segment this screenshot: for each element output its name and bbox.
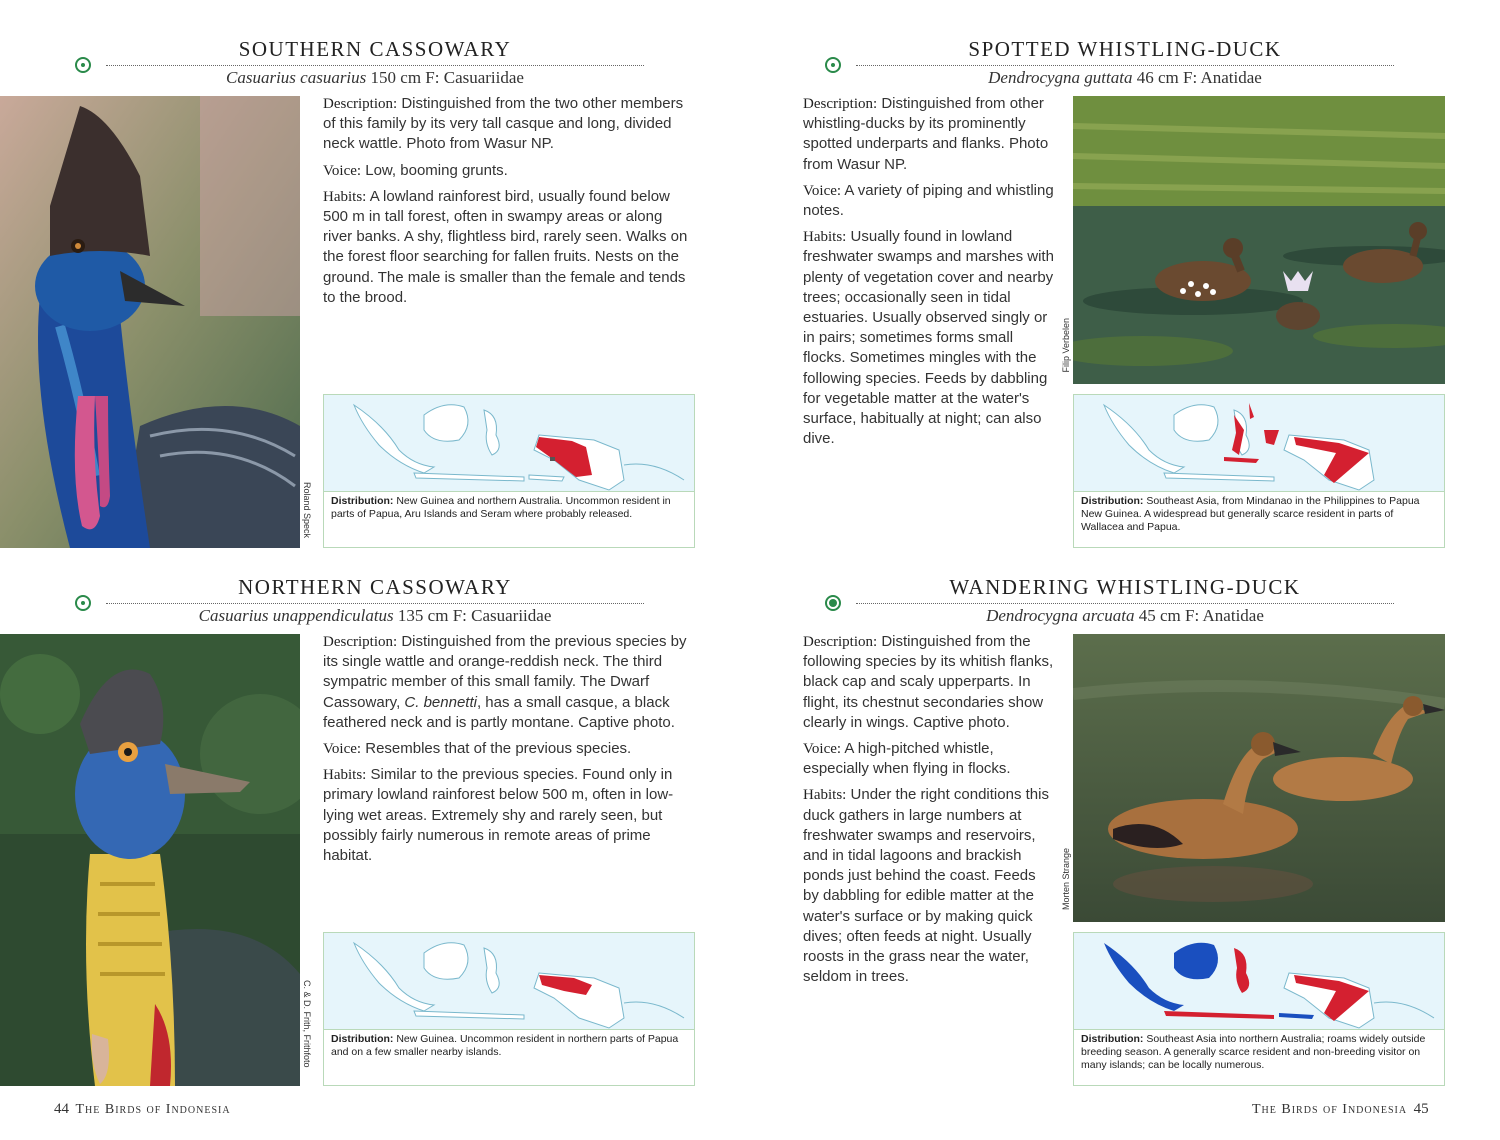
habits-text: A lowland rainforest bird, usually found below 500 m in tall forest, often in swampy areas or along river banks. A shy, flightless bird, rarely seen. Walks on the forest floor searching for fallen fruits. Nests on the ground. The male is smaller than the female and tends to the brood. — [323, 187, 688, 306]
photo-credit: Roland Speck — [302, 482, 312, 539]
bullet-circle-icon — [825, 57, 841, 73]
photo-credit: C. & D. Frith, Frithfoto — [302, 980, 312, 1068]
species-name: SPOTTED WHISTLING-DUCK — [968, 37, 1282, 61]
distribution-label: Distribution: — [331, 495, 394, 507]
header-rule — [856, 65, 1394, 66]
description-text-a: Distinguished from the previous species by its single wattle and orange-reddish neck. The third sympatric member of this small family. The Dwarf Cassowary, — [323, 633, 687, 711]
description-text-b: , has a small casque, a black feathered neck and is partly montane. Captive photo. — [323, 693, 675, 731]
voice-text: A high-pitched whistle, especially when flying in flocks. — [803, 740, 1011, 778]
species-subtitle — [106, 606, 644, 626]
description-label: Description: — [803, 634, 878, 650]
habits-text: Usually found in lowland freshwater swamps and marshes with plenty of vegetation cover and nearby trees; occasionally seen in tidal estuaries. Usually observed singly or in pairs; sometimes forms small flocks. Sometimes mingles with the following species. Feeds by dabbling for vegetable matter at the water's surface, habitually at night; can also dive. — [803, 228, 1054, 448]
photo-credit: Filip Verbelen — [1061, 318, 1071, 373]
species-photo — [0, 634, 300, 1086]
species-text — [323, 94, 695, 314]
size-family: 45 cm F: Anatidae — [1138, 606, 1264, 625]
scientific-name: Casuarius unappendiculatus — [198, 606, 394, 625]
description — [803, 94, 1055, 175]
species-subtitle — [856, 68, 1394, 88]
distribution-map — [1074, 395, 1444, 492]
book-title: The Birds of Indonesia — [1252, 1102, 1408, 1117]
description-text-italic: C. bennetti — [404, 693, 477, 711]
habits-label: Habits: — [323, 767, 367, 784]
page-footer — [1252, 1101, 1429, 1118]
species-name: SOUTHERN CASSOWARY — [238, 37, 512, 61]
distribution-map — [324, 933, 694, 1030]
scientific-name: Dendrocygna guttata — [988, 68, 1133, 87]
habits-label: Habits: — [803, 229, 847, 246]
description-text: Distinguished from the two other members of this family by its very tall casque and long, divided neck wattle. Photo from Wasur NP. — [323, 95, 684, 153]
description — [323, 632, 695, 733]
page-number: 45 — [1413, 1101, 1429, 1117]
distribution-label: Distribution: — [1081, 495, 1144, 507]
description-label: Description: — [803, 96, 878, 112]
page-number: 44 — [54, 1101, 69, 1117]
species-subtitle — [106, 68, 644, 88]
habits-text: Similar to the previous species. Found only in primary lowland rainforest below 500 m, often in low-lying wet areas. Extremely shy and rarely seen, but possibly fairly numerous in remote areas of prime habitat. — [323, 766, 674, 865]
photo-credit: Morten Strange — [1061, 848, 1071, 911]
bullet-circle-icon — [75, 595, 91, 611]
voice-text: Low, booming grunts. — [365, 161, 508, 179]
voice — [323, 739, 695, 759]
size-family: 135 cm F: Casuariidae — [397, 606, 552, 625]
size-family: 46 cm F: Anatidae — [1136, 68, 1262, 87]
habits-label: Habits: — [803, 787, 847, 804]
species-photo — [0, 96, 300, 548]
species-name: NORTHERN CASSOWARY — [238, 575, 512, 599]
habits-label: Habits: — [323, 188, 367, 205]
distribution-value: Southeast Asia into northern Australia; roams widely outside breeding season. A generally scarce resident and non-breeding visitor on many islands; can be locally numerous. — [1081, 1033, 1426, 1071]
species-entry-spotted-whistling-duck — [750, 34, 1500, 554]
voice — [323, 161, 695, 181]
page-footer — [54, 1101, 231, 1118]
voice-label: Voice: — [323, 162, 362, 179]
habits — [803, 785, 1055, 987]
description — [803, 632, 1055, 733]
habits — [803, 227, 1055, 449]
distribution-text — [1081, 495, 1437, 534]
voice — [803, 739, 1055, 779]
voice-text: A variety of piping and whistling notes. — [803, 181, 1054, 220]
habits — [323, 765, 695, 866]
species-text — [803, 632, 1055, 993]
distribution-box — [1073, 394, 1445, 548]
distribution-box — [323, 394, 695, 548]
species-entry-wandering-whistling-duck — [750, 572, 1500, 1092]
distribution-map — [1074, 933, 1444, 1030]
description-text: Distinguished from other whistling-ducks by its prominently spotted underparts and flanks. Photo from Wasur NP. — [803, 95, 1049, 173]
description-label: Description: — [323, 634, 398, 650]
distribution-label: Distribution: — [1081, 1033, 1144, 1045]
distribution-box — [1073, 932, 1445, 1086]
distribution-map — [324, 395, 694, 492]
habits-text: Under the right conditions this duck gathers in large numbers at freshwater swamps and reservoirs, and in tidal lagoons and brackish ponds just behind the coast. Feeds by dabbling for edible matter at the water's surface or by making quick dives; often feeds at night. Usually roosts in the grass near the water, seldom in trees. — [803, 786, 1049, 986]
header-rule — [106, 65, 644, 66]
species-text — [803, 94, 1055, 455]
voice-label: Voice: — [803, 182, 842, 199]
distribution-value: Southeast Asia, from Mindanao in the Philippines to Papua New Guinea. A widespread but generally scarce resident in parts of Wallacea and Papua. — [1081, 495, 1420, 533]
header-rule — [106, 603, 644, 604]
header-rule — [856, 603, 1394, 604]
distribution-value: New Guinea. Uncommon resident in northern parts of Papua and on a few smaller nearby islands. — [331, 1033, 679, 1058]
species-photo — [1073, 96, 1445, 384]
species-photo — [1073, 634, 1445, 922]
voice-label: Voice: — [803, 741, 842, 758]
description — [323, 94, 695, 155]
right-page — [750, 0, 1500, 1140]
voice-label: Voice: — [323, 741, 362, 758]
scientific-name: Dendrocygna arcuata — [986, 606, 1135, 625]
distribution-value: New Guinea and northern Australia. Uncommon resident in parts of Papua, Aru Islands and Seram where probably released. — [331, 495, 671, 520]
species-subtitle — [856, 606, 1394, 626]
description-label: Description: — [323, 96, 398, 112]
voice — [803, 181, 1055, 221]
description-text: Distinguished from the following species by its whitish flanks, black cap and scaly upperparts. In flight, its chestnut secondaries show clearly in wings. Captive photo. — [803, 633, 1054, 731]
distribution-label: Distribution: — [331, 1033, 394, 1045]
book-title: The Birds of Indonesia — [75, 1102, 231, 1117]
species-entry-northern-cassowary — [0, 572, 750, 1092]
species-name: WANDERING WHISTLING-DUCK — [949, 575, 1301, 599]
voice-text: Resembles that of the previous species. — [365, 740, 632, 758]
distribution-text — [331, 495, 687, 521]
size-family: 150 cm F: Casuariidae — [370, 68, 524, 87]
habits — [323, 187, 695, 308]
bullet-circle-icon — [825, 595, 841, 611]
distribution-text — [1081, 1033, 1437, 1072]
distribution-box — [323, 932, 695, 1086]
scientific-name: Casuarius casuarius — [226, 68, 367, 87]
species-entry-southern-cassowary — [0, 34, 750, 554]
species-text — [323, 632, 695, 872]
distribution-text — [331, 1033, 687, 1059]
bullet-circle-icon — [75, 57, 91, 73]
